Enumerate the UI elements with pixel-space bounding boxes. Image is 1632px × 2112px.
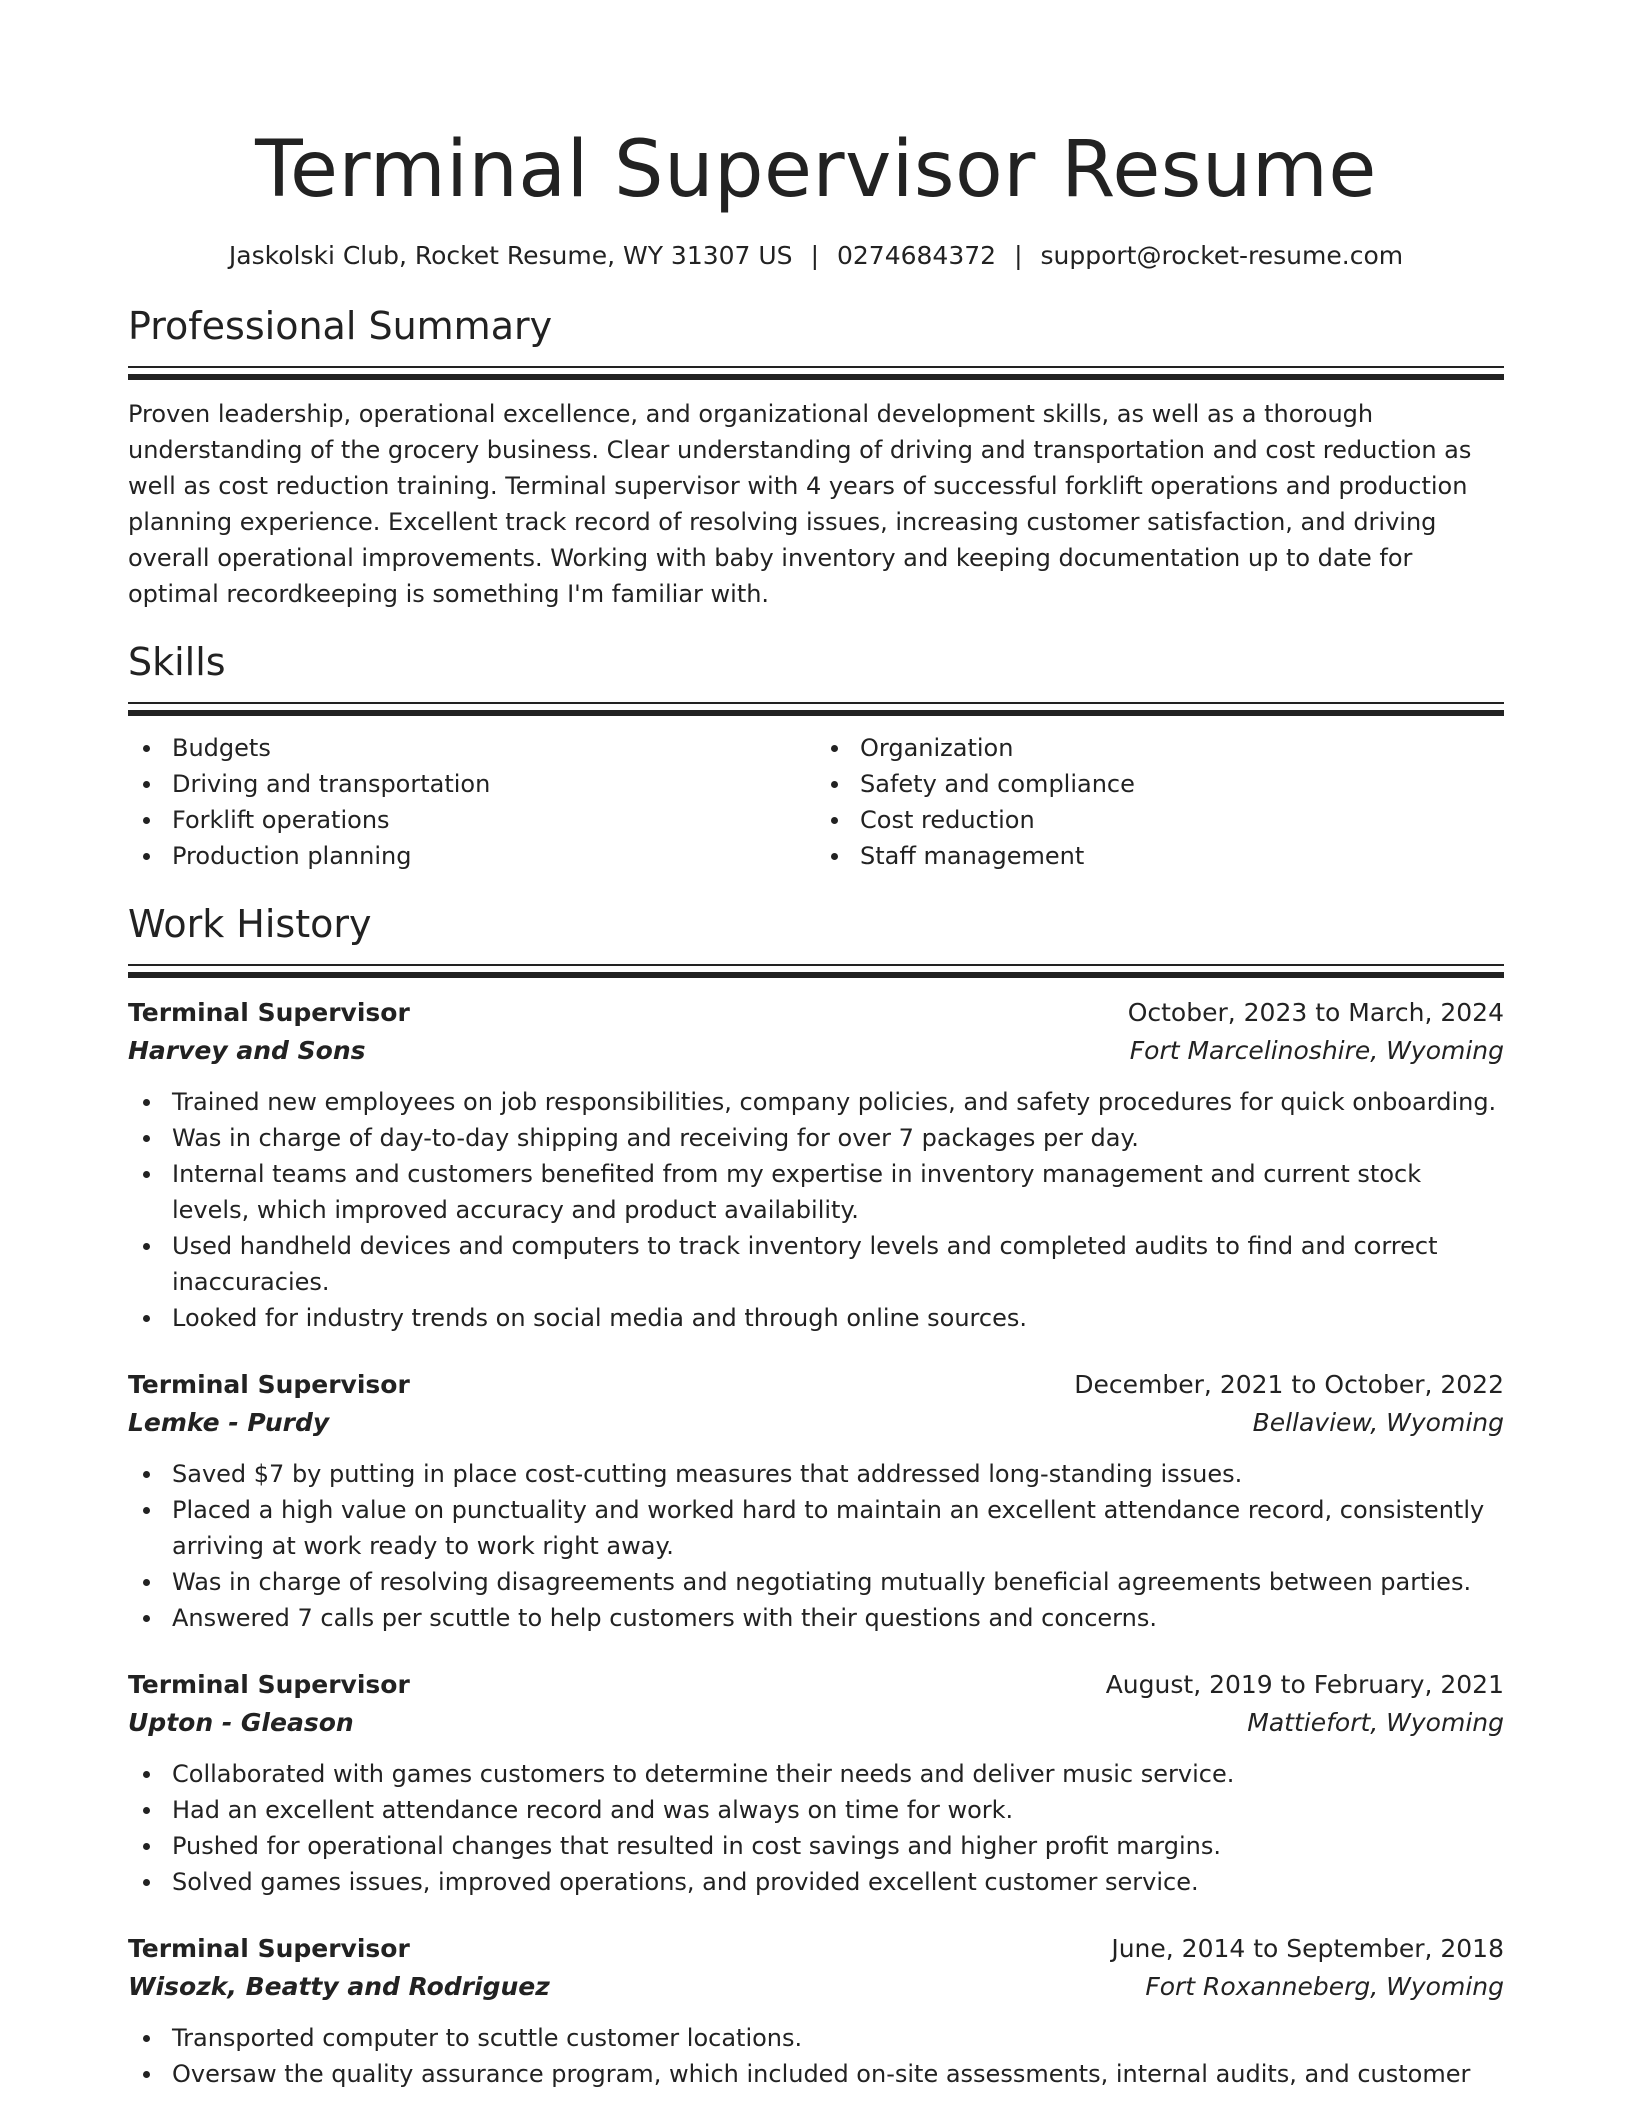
section-divider: [128, 964, 1504, 978]
page-title: Terminal Supervisor Resume: [255, 125, 1377, 215]
job-location: Fort Marcelinoshire, Wyoming: [1129, 1036, 1504, 1065]
skill-item: Budgets: [128, 730, 816, 766]
skill-item: Organization: [816, 730, 1504, 766]
skills-section: [128, 638, 1504, 874]
separator: |: [1014, 241, 1023, 270]
list-item: Answered 7 calls per scuttle to help customers with their questions and concerns.: [128, 1600, 1504, 1636]
address: Jaskolski Club, Rocket Resume, WY 31307 US: [228, 241, 793, 270]
job-bullets: [128, 1756, 1504, 1900]
company-name: Harvey and Sons: [128, 1036, 366, 1065]
skills-column-right: [816, 730, 1504, 874]
resume-page: [128, 0, 1504, 2092]
company-name: Lemke - Purdy: [128, 1408, 330, 1437]
job-title: Terminal Supervisor: [128, 1934, 410, 1963]
job-entry: [128, 1366, 1504, 1636]
list-item: Placed a high value on punctuality and worked hard to maintain an excellent attendance record, consistently arriving at work ready to work right away.: [128, 1492, 1504, 1564]
summary-text: Proven leadership, operational excellence, and organizational development skills, as well as a thorough understanding of the grocery business. Clear understanding of driving and transportation and cost reduction as well as cost reduction training. Terminal supervisor with 4 years of successful forklift operations and production planning experience. Excellent track record of resolving issues, increasing customer satisfaction, and driving overall operational improvements. Working with baby inventory and keeping documentation up to date for optimal recordkeeping is something I'm familiar with.: [128, 400, 1472, 608]
section-title-work-history: Work History: [128, 902, 372, 946]
job-bullets: [128, 2020, 1504, 2092]
section-divider: [128, 366, 1504, 380]
job-title: Terminal Supervisor: [128, 1370, 410, 1399]
skills-list: [128, 730, 1504, 874]
list-item: Trained new employees on job responsibilities, company policies, and safety procedures for quick onboarding.: [128, 1084, 1504, 1120]
list-item: Internal teams and customers benefited from my expertise in inventory management and current stock levels, which improved accuracy and product availability.: [128, 1156, 1504, 1228]
contact-line: [128, 240, 1504, 272]
job-bullets: [128, 1084, 1504, 1336]
list-item: Saved $7 by putting in place cost-cutting measures that addressed long-standing issues.: [128, 1456, 1504, 1492]
list-item: Had an excellent attendance record and was always on time for work.: [128, 1792, 1504, 1828]
list-item: Transported computer to scuttle customer locations.: [128, 2020, 1504, 2056]
job-dates: August, 2019 to February, 2021: [1105, 1670, 1504, 1699]
list-item: Used handheld devices and computers to track inventory levels and completed audits to find and correct inaccuracies.: [128, 1228, 1504, 1300]
skills-column-left: [128, 730, 816, 874]
job-dates: October, 2023 to March, 2024: [1127, 998, 1504, 1027]
list-item: Collaborated with games customers to determine their needs and deliver music service.: [128, 1756, 1504, 1792]
list-item: Was in charge of day-to-day shipping and receiving for over 7 packages per day.: [128, 1120, 1504, 1156]
skill-item: Staff management: [816, 838, 1504, 874]
list-item: Pushed for operational changes that resulted in cost savings and higher profit margins.: [128, 1828, 1504, 1864]
summary-section: [128, 302, 1504, 612]
job-location: Fort Roxanneberg, Wyoming: [1145, 1972, 1504, 2001]
skill-item: Forklift operations: [128, 802, 816, 838]
company-name: Upton - Gleason: [128, 1708, 354, 1737]
list-item: Was in charge of resolving disagreements and negotiating mutually beneficial agreements between parties.: [128, 1564, 1504, 1600]
company-name: Wisozk, Beatty and Rodriguez: [128, 1972, 550, 2001]
job-bullets: [128, 1456, 1504, 1636]
job-entry: [128, 994, 1504, 1336]
skill-item: Safety and compliance: [816, 766, 1504, 802]
separator: |: [810, 241, 819, 270]
job-title: Terminal Supervisor: [128, 1670, 410, 1699]
job-dates: June, 2014 to September, 2018: [1111, 1934, 1504, 1963]
job-location: Mattiefort, Wyoming: [1247, 1708, 1504, 1737]
section-title-skills: Skills: [128, 640, 226, 684]
job-location: Bellaview, Wyoming: [1252, 1408, 1504, 1437]
job-dates: December, 2021 to October, 2022: [1074, 1370, 1504, 1399]
work-history-section: [128, 900, 1504, 2092]
skill-item: Production planning: [128, 838, 816, 874]
phone: 0274684372: [837, 241, 997, 270]
section-title-summary: Professional Summary: [128, 304, 553, 348]
email: support@rocket-resume.com: [1040, 241, 1404, 270]
section-divider: [128, 702, 1504, 716]
job-title: Terminal Supervisor: [128, 998, 410, 1027]
skill-item: Driving and transportation: [128, 766, 816, 802]
list-item: Solved games issues, improved operations, and provided excellent customer service.: [128, 1864, 1504, 1900]
job-entry: [128, 1666, 1504, 1900]
list-item: Oversaw the quality assurance program, which included on-site assessments, internal audits, and customer: [128, 2056, 1504, 2092]
list-item: Looked for industry trends on social media and through online sources.: [128, 1300, 1504, 1336]
skill-item: Cost reduction: [816, 802, 1504, 838]
job-entry: [128, 1930, 1504, 2092]
